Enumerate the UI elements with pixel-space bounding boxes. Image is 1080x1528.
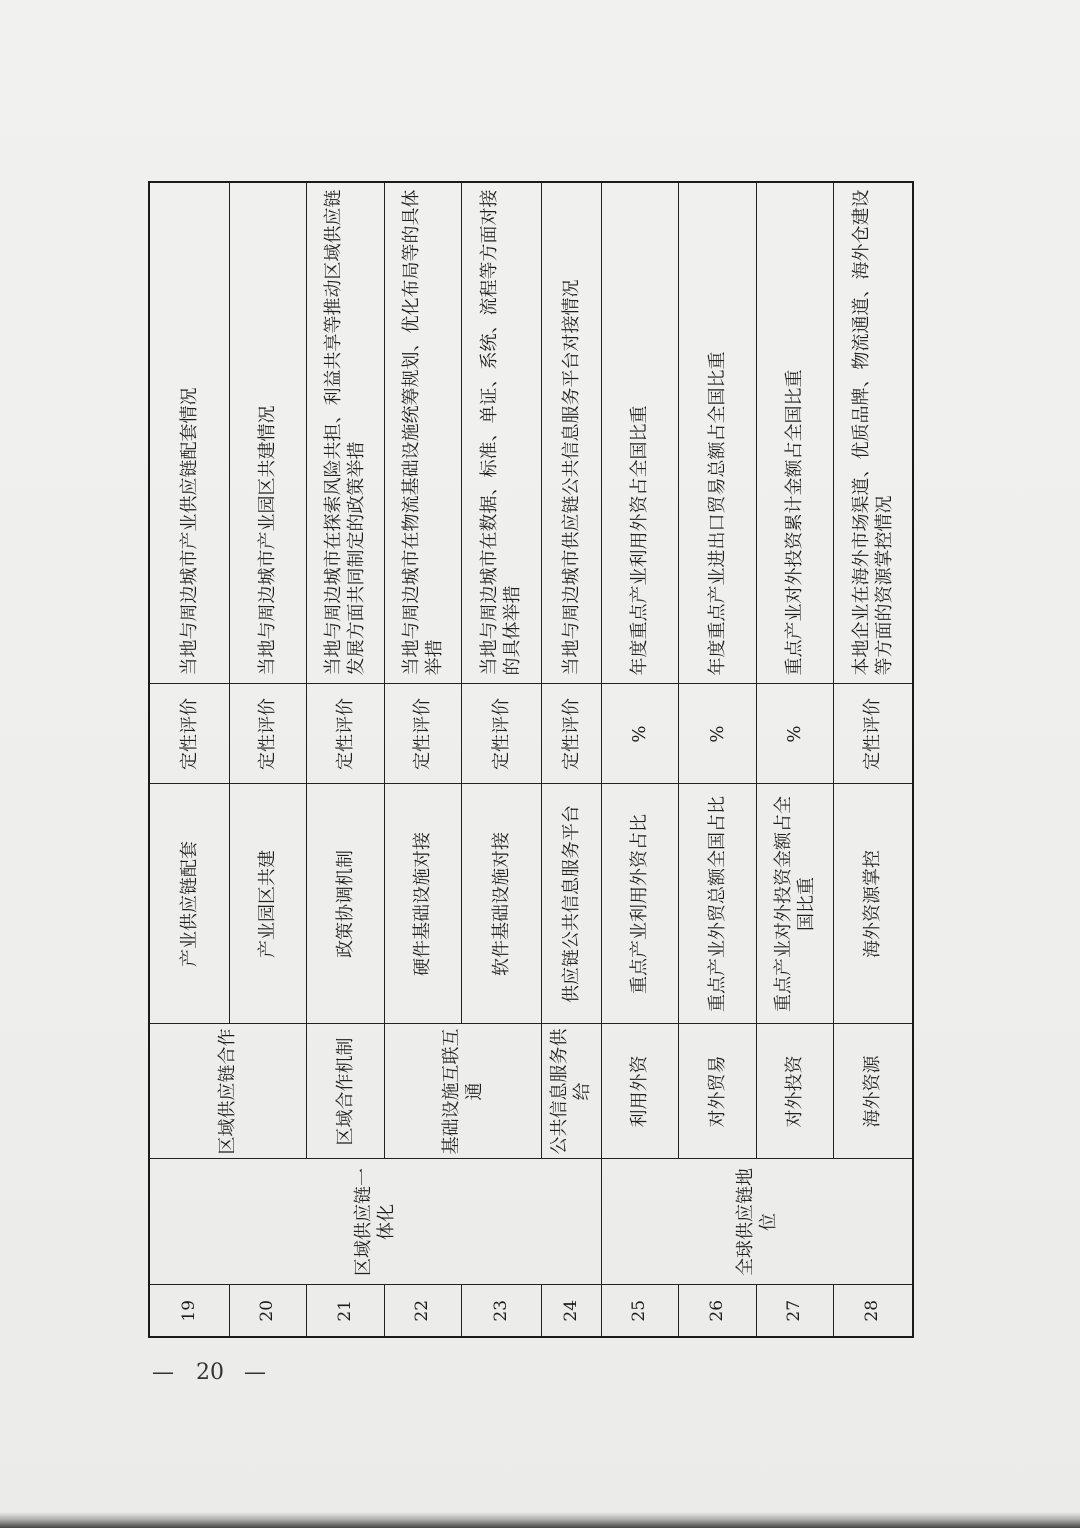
rotated-table-sheet [148,183,912,1338]
table-row [601,182,678,1337]
indicator-table [148,181,914,1338]
indicator-unit: 定性评价 [461,684,541,784]
page-number-value: 20 [196,1359,224,1385]
indicator-name: 供应链公共信息服务平台 [541,784,601,1024]
level2-category: 海外资源 [833,1024,913,1159]
page-number [150,1357,268,1387]
indicator-description: 当地与周边城市在探索风险共担、利益共享等推动区域供应链发展方面共同制定的政策举措 [306,182,384,684]
indicator-description: 本地企业在海外市场渠道、优质品牌、物流通道、海外仓建设等方面的资源掌控情况 [833,182,913,684]
row-number: 24 [541,1285,601,1337]
indicator-name: 产业供应链配套 [149,784,229,1024]
level2-category: 公共信息服务供给 [541,1024,601,1159]
indicator-unit: 定性评价 [149,684,229,784]
indicator-unit: 定性评价 [833,684,913,784]
indicator-description: 年度重点产业利用外资占全国比重 [601,182,678,684]
scan-edge-shadow [0,1512,1080,1528]
indicator-description: 重点产业对外投资累计金额占全国比重 [756,182,833,684]
indicator-name: 海外资源掌控 [833,784,913,1024]
row-number: 20 [229,1285,306,1337]
indicator-unit: 定性评价 [541,684,601,784]
table-row [149,182,229,1337]
indicator-name: 重点产业外贸总额全国占比 [678,784,756,1024]
indicator-name: 软件基础设施对接 [461,784,541,1024]
row-number: 22 [384,1285,461,1337]
indicator-name: 重点产业对外投资金额占全国比重 [756,784,833,1024]
row-number: 23 [461,1285,541,1337]
indicator-description: 年度重点产业进出口贸易总额占全国比重 [678,182,756,684]
indicator-description: 当地与周边城市供应链公共信息服务平台对接情况 [541,182,601,684]
indicator-unit: 定性评价 [306,684,384,784]
page-number-dash-right: — [244,1359,266,1385]
row-number: 26 [678,1285,756,1337]
indicator-description: 当地与周边城市产业园区共建情况 [229,182,306,684]
level2-category: 利用外资 [601,1024,678,1159]
level2-category: 对外贸易 [678,1024,756,1159]
indicator-unit: % [678,684,756,784]
page-number-dash-left: — [152,1359,174,1385]
level2-category: 基础设施互联互通 [384,1024,541,1159]
indicator-name: 政策协调机制 [306,784,384,1024]
indicator-unit: % [601,684,678,784]
indicator-name: 硬件基础设施对接 [384,784,461,1024]
indicator-description: 当地与周边城市在物流基础设施统筹规划、优化布局等的具体举措 [384,182,461,684]
indicator-unit: % [756,684,833,784]
level2-category: 区域合作机制 [306,1024,384,1159]
indicator-description: 当地与周边城市在数据、标准、单证、系统、流程等方面对接的具体举措 [461,182,541,684]
indicator-name: 重点产业利用外资占比 [601,784,678,1024]
indicator-name: 产业园区共建 [229,784,306,1024]
indicator-description: 当地与周边城市产业供应链配套情况 [149,182,229,684]
level1-category: 全球供应链地位 [601,1159,913,1285]
indicator-unit: 定性评价 [384,684,461,784]
level2-category: 对外投资 [756,1024,833,1159]
row-number: 21 [306,1285,384,1337]
level1-category: 区域供应链一体化 [149,1159,601,1285]
row-number: 19 [149,1285,229,1337]
indicator-unit: 定性评价 [229,684,306,784]
row-number: 27 [756,1285,833,1337]
level2-category: 区域供应链合作 [149,1024,306,1159]
row-number: 25 [601,1285,678,1337]
row-number: 28 [833,1285,913,1337]
